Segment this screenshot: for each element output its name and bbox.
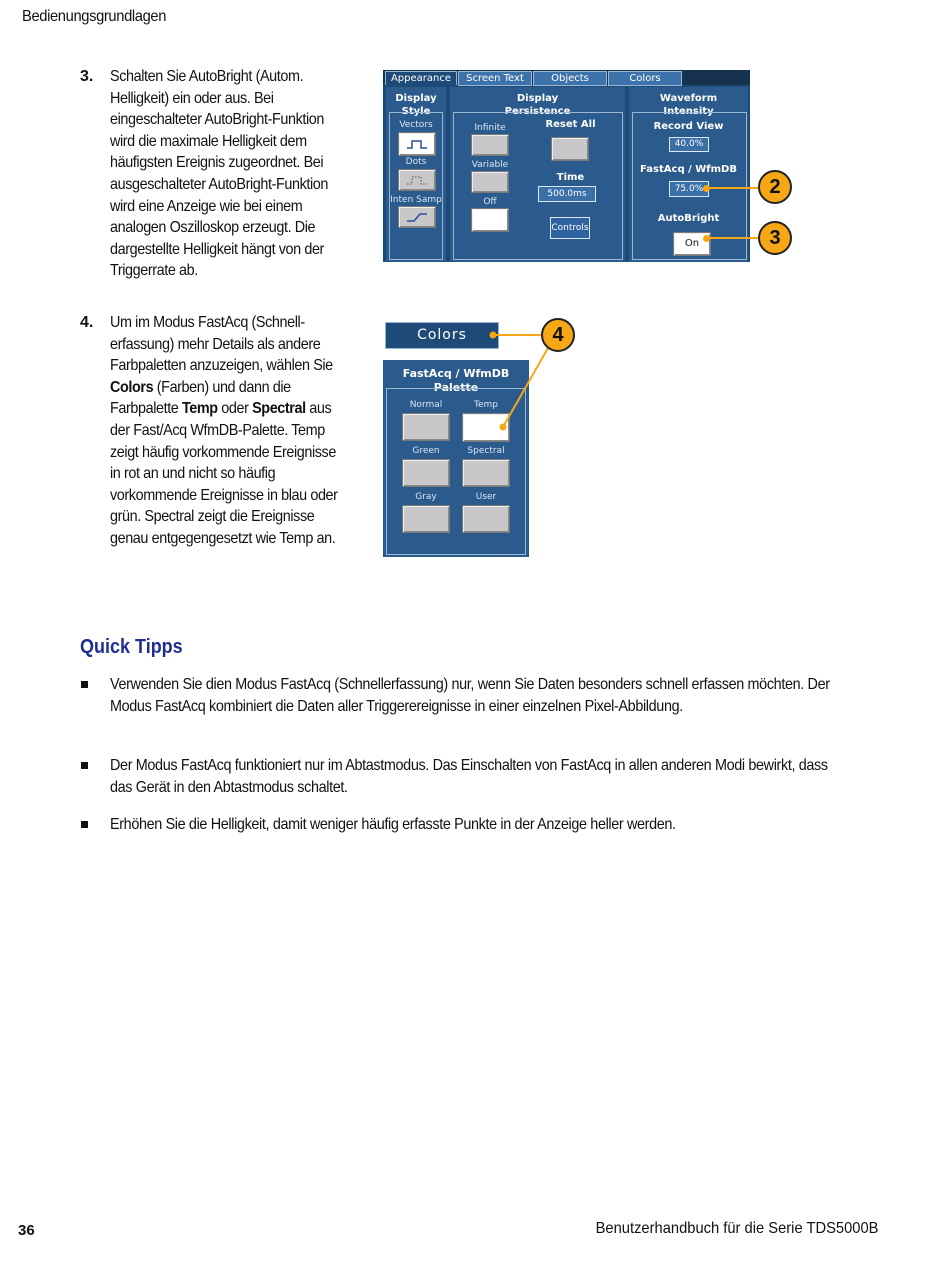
tab-objects[interactable]: Objects (533, 71, 607, 86)
bullet-2 (81, 762, 88, 769)
vectors-label: Vectors (399, 120, 433, 130)
inten-samp-label: Inten Samp (390, 195, 442, 205)
tab-screen-text[interactable]: Screen Text (458, 71, 532, 86)
callout-2-leader (707, 187, 759, 189)
dots-label: Dots (405, 157, 427, 167)
record-view-field[interactable]: 40.0% (669, 137, 709, 152)
persistence-title: Display (516, 93, 559, 104)
palette-spectral-label: Spectral (467, 446, 505, 456)
record-view-label: Record View (653, 121, 724, 132)
time-value-field[interactable]: 500.0ms (538, 186, 596, 202)
running-header: Bedienungsgrundlagen (22, 8, 167, 25)
off-label: Off (483, 197, 497, 207)
palette-spectral-button[interactable] (462, 459, 510, 487)
callout-3-leader (707, 237, 759, 239)
intensity-subtitle: Intensity (663, 106, 714, 117)
vectors-button[interactable] (398, 132, 436, 156)
display-style-subtitle: Style (401, 106, 431, 117)
tab-appearance[interactable]: Appearance (385, 71, 457, 85)
step-3-number: 3. (80, 68, 94, 85)
controls-button[interactable]: Controls (550, 217, 590, 239)
variable-button[interactable] (471, 171, 509, 193)
infinite-button[interactable] (471, 134, 509, 156)
step-4-number: 4. (80, 314, 94, 331)
callout-2: 2 (758, 170, 792, 204)
fastacq-wfmdb-label: FastAcq / WfmDB (640, 164, 737, 175)
page-number: 36 (18, 1222, 35, 1239)
off-button[interactable] (471, 208, 509, 232)
callout-4: 4 (541, 318, 575, 352)
autobright-label: AutoBright (657, 213, 720, 224)
palette-normal-label: Normal (409, 400, 443, 410)
vectors-icon (399, 133, 435, 155)
reset-all-button[interactable] (551, 137, 589, 161)
inten-samp-button[interactable] (398, 206, 436, 228)
palette-user-label: User (475, 492, 497, 502)
reset-all-label: Reset All (545, 119, 596, 130)
palette-green-label: Green (412, 446, 440, 456)
palette-gray-label: Gray (415, 492, 437, 502)
bullet-3 (81, 821, 88, 828)
quick-tip-2: Der Modus FastAcq funktioniert nur im Abtastmodus. Das Einschalten von FastAcq in allen anderen Modi bewirkt, dass das Gerät in den Abtastmodus schaltet. (110, 757, 828, 796)
variable-label: Variable (471, 160, 509, 170)
palette-gray-button[interactable] (402, 505, 450, 533)
persistence-subtitle: Persistence (504, 106, 571, 117)
palette-green-button[interactable] (402, 459, 450, 487)
step-3-text: Schalten Sie AutoBright (Autom. Helligkeit) ein oder aus. Bei eingeschalteter AutoBright-Funktion wird die maximale Helligkeit dem häufigsten Ereignis zugeordnet. Bei ausgeschalteter AutoBright-Funktion wird eine Anzeige wie bei einem analogen Oszilloskop erzeugt. Die dargestellte Helligkeit hängt von der Triggerrate ab. (110, 68, 328, 280)
callout-3: 3 (758, 221, 792, 255)
tab-colors[interactable]: Colors (608, 71, 682, 86)
autobright-button[interactable]: On (673, 232, 711, 256)
display-style-title: Display (395, 93, 437, 104)
palette-normal-button[interactable] (402, 413, 450, 441)
colors-button-label: Colors (417, 327, 467, 343)
step-4-text: Um im Modus FastAcq (Schnell-erfassung) mehr Details als andere Farbpaletten anzuzeigen, wählen Sie Colors (Farben) und dann die Farbpalette Temp oder Spectral aus der Fast/Acq WfmDB-Palette. Temp zeigt häufig vorkommende Ereignisse in rot an und nicht so häufig vorkommende Ereignisse in blau oder grün. Spectral zeigt die Ereignisse genau entgegengesetzt wie Temp an. (110, 314, 338, 547)
palette-title: FastAcq / WfmDB (402, 367, 510, 380)
dots-button[interactable] (398, 169, 436, 191)
inten-samp-icon (399, 207, 435, 227)
time-label: Time (556, 172, 585, 183)
infinite-label: Infinite (474, 123, 506, 133)
display-settings-panel (383, 70, 750, 262)
footer-title: Benutzerhandbuch für die Serie TDS5000B (595, 1220, 878, 1237)
intensity-title: Waveform (659, 93, 718, 104)
quick-tip-1: Verwenden Sie dien Modus FastAcq (Schnellerfassung) nur, wenn Sie Daten besonders schnell erfassen möchten. Der Modus FastAcq kombiniert die Daten aller Triggerereignisse in einer einzelnen Pixel-Abbildung. (110, 676, 830, 715)
quick-tips-heading: Quick Tipps (80, 636, 183, 658)
palette-temp-label: Temp (474, 400, 498, 410)
quick-tip-3: Erhöhen Sie die Helligkeit, damit weniger häufig erfasste Punkte in der Anzeige heller werden. (110, 816, 676, 833)
bullet-1 (81, 681, 88, 688)
palette-user-button[interactable] (462, 505, 510, 533)
fastacq-wfmdb-field[interactable]: 75.0% (669, 181, 709, 197)
dots-icon (399, 170, 435, 190)
palette-subtitle: Palette (433, 381, 479, 394)
